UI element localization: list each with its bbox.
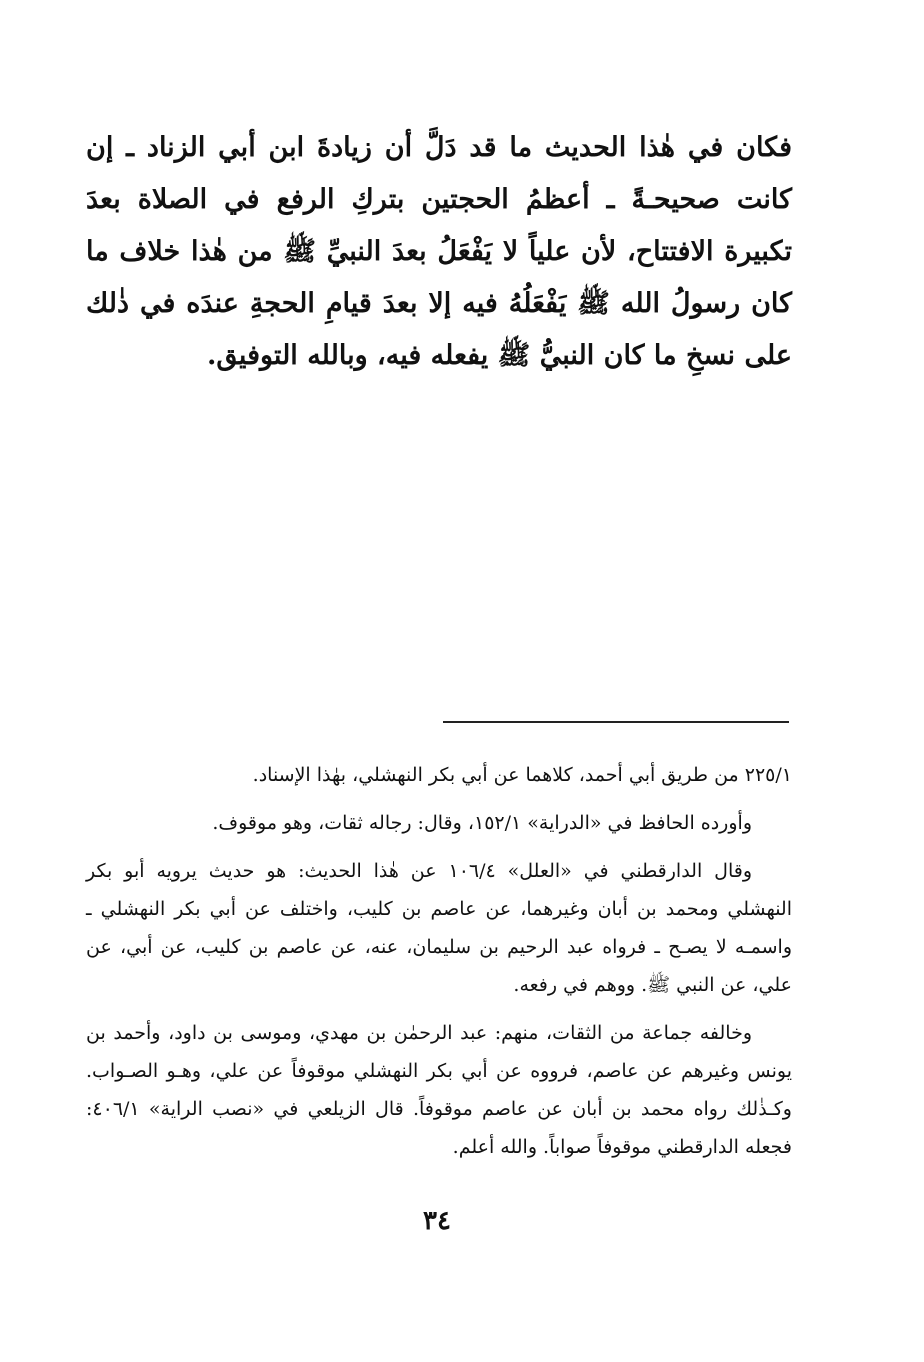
footnote-paragraph: ٢٢٥/١ من طريق أبي أحمد، كلاهما عن أبي بكر النهشلي، بهٰذا الإسناد.: [252, 764, 792, 786]
page-number: ٣٤: [423, 1206, 451, 1236]
main-paragraph: فكان في هٰذا الحديث ما قد دَلَّ أن زيادةَ ابن أبي الزناد ـ إن كانت صحيحـةً ـ أعظمُ الحجتين بتركِ الرفع في الصلاة بعدَ تكبيرة الافتتاح، لأن علياً لا يَفْعَلُ بعدَ النبيِّ ﷺ من هٰذا خلاف ما كان رسولُ الله ﷺ يَفْعَلُهُ فيه إلا بعدَ قيامِ الحجةِ عندَه في ذٰلك على نسخِ ما كان النبيُّ ﷺ يفعله فيه، وبالله التوفيق.: [86, 132, 792, 371]
footnote-paragraph: وأورده الحافظ في «الدراية» ١٥٢/١، وقال: رجاله ثقات، وهو موقوف.: [212, 812, 752, 834]
main-text-block: [86, 122, 792, 382]
footnotes-block: [86, 756, 792, 1176]
footnote-separator: [443, 721, 789, 723]
footnote-paragraph: وقال الدارقطني في «العلل» ١٠٦/٤ عن هٰذا الحديث: هو حديث يرويه أبو بكر النهشلي ومحمد بن أبان وغيرهما، عن عاصم بن كليب، واختلف عن أبي بكر النهشلي ـ واسمـه لا يصـح ـ فرواه عبد الرحيم بن سليمان، عنه، عن عاصم بن كليب، عن أبي، عن علي، عن النبي ﷺ. ووهم في رفعه.: [86, 860, 792, 996]
footnote-paragraph: وخالفه جماعة من الثقات، منهم: عبد الرحمٰن بن مهدي، وموسى بن داود، وأحمد بن يونس وغيرهم عن عاصم، فرووه عن أبي بكر النهشلي موقوفاً عن علي، وهـو الصـواب. وكـذٰلك رواه محمد بن أبان عن عاصم موقوفاً. قال الزيلعي في «نصب الراية» ٤٠٦/١: فجعله الدارقطني موقوفاً صواباً. والله أعلم.: [86, 1022, 792, 1158]
